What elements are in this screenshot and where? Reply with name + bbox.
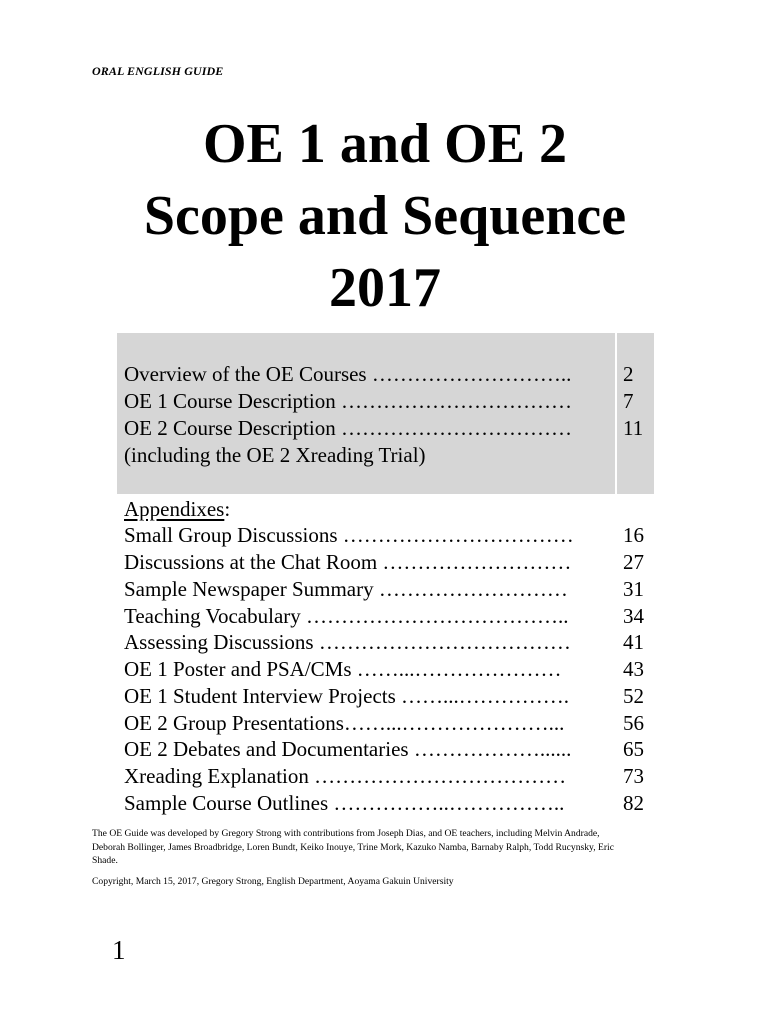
appendix-page-number: 16 [623,523,644,547]
page-number: 1 [112,935,126,965]
appendix-line [124,603,652,630]
appendix-entry: OE 1 Poster and PSA/CMs ……...………………… [124,657,562,681]
appendix-entry: Assessing Discussions ……………………………… [124,630,571,654]
copyright-notice: Copyright, March 15, 2017, Gregory Strong, English Department, Aoyama Gakuin University [92,876,454,887]
contents-page-number: 2 [623,362,634,386]
title-line-3: 2017 [329,257,441,319]
title-line-1: OE 1 and OE 2 [202,113,568,175]
appendixes-heading-colon: : [224,497,231,521]
appendix-page-number: 65 [623,737,644,761]
appendix-line [124,683,652,710]
appendixes-heading [124,496,230,523]
appendix-page-number: 56 [623,711,644,735]
appendix-entry: OE 1 Student Interview Projects ……...……………. [124,684,570,708]
appendix-page-number: 31 [623,577,644,601]
appendix-entry: Teaching Vocabulary ……………………………….. [124,604,569,628]
contents-line [124,388,652,415]
appendix-page-number: 34 [623,604,644,628]
appendix-page-number: 52 [623,684,644,708]
appendix-line [124,522,652,549]
appendix-page-number: 43 [623,657,644,681]
contents-entry: (including the OE 2 Xreading Trial) [124,443,426,467]
appendix-line [124,629,652,656]
credits-paragraph: The OE Guide was developed by Gregory Strong with contributions from Joseph Dias, and OE teachers, including Melvin Andrade, Deborah Bollinger, James Broadbridge, Loren Bundt, Keiko Inouye, Trine Mork, Kazuko Namba, Barnaby Ralph, Todd Rucynsky, Eric Shade. [92,828,614,867]
appendix-entry: Sample Course Outlines ……………..…………….. [124,791,565,815]
contents-line [124,442,652,469]
appendix-line [124,710,652,737]
contents-entry: OE 2 Course Description …………………………… [124,416,572,440]
contents-entry: OE 1 Course Description …………………………… [124,389,572,413]
appendix-line [124,790,652,817]
appendix-line [124,763,652,790]
appendix-entry: Xreading Explanation ……………………………… [124,764,567,788]
appendix-line [124,736,652,763]
appendix-line [124,656,652,683]
contents-line [124,361,652,388]
appendix-page-number: 73 [623,764,644,788]
appendix-entry: Small Group Discussions …………………………… [124,523,574,547]
document-title [0,108,770,324]
title-line-2: Scope and Sequence [143,185,627,247]
appendix-entry: OE 2 Group Presentations……...…………………... [124,711,565,735]
appendix-line [124,576,652,603]
contents-entry: Overview of the OE Courses ……………………….. [124,362,572,386]
contents-page-number: 7 [623,389,634,413]
appendixes-heading-text: Appendixes [124,497,225,521]
appendix-entry: Discussions at the Chat Room ……………………… [124,550,572,574]
appendix-page-number: 27 [623,550,644,574]
appendix-line [124,549,652,576]
document-header-label: ORAL ENGLISH GUIDE [92,64,224,78]
appendix-entry: OE 2 Debates and Documentaries ………………...... [124,737,572,761]
appendix-page-number: 41 [623,630,644,654]
contents-line [124,415,652,442]
appendix-entry: Sample Newspaper Summary ……………………… [124,577,568,601]
appendix-page-number: 82 [623,791,644,815]
contents-page-number: 11 [623,416,644,440]
